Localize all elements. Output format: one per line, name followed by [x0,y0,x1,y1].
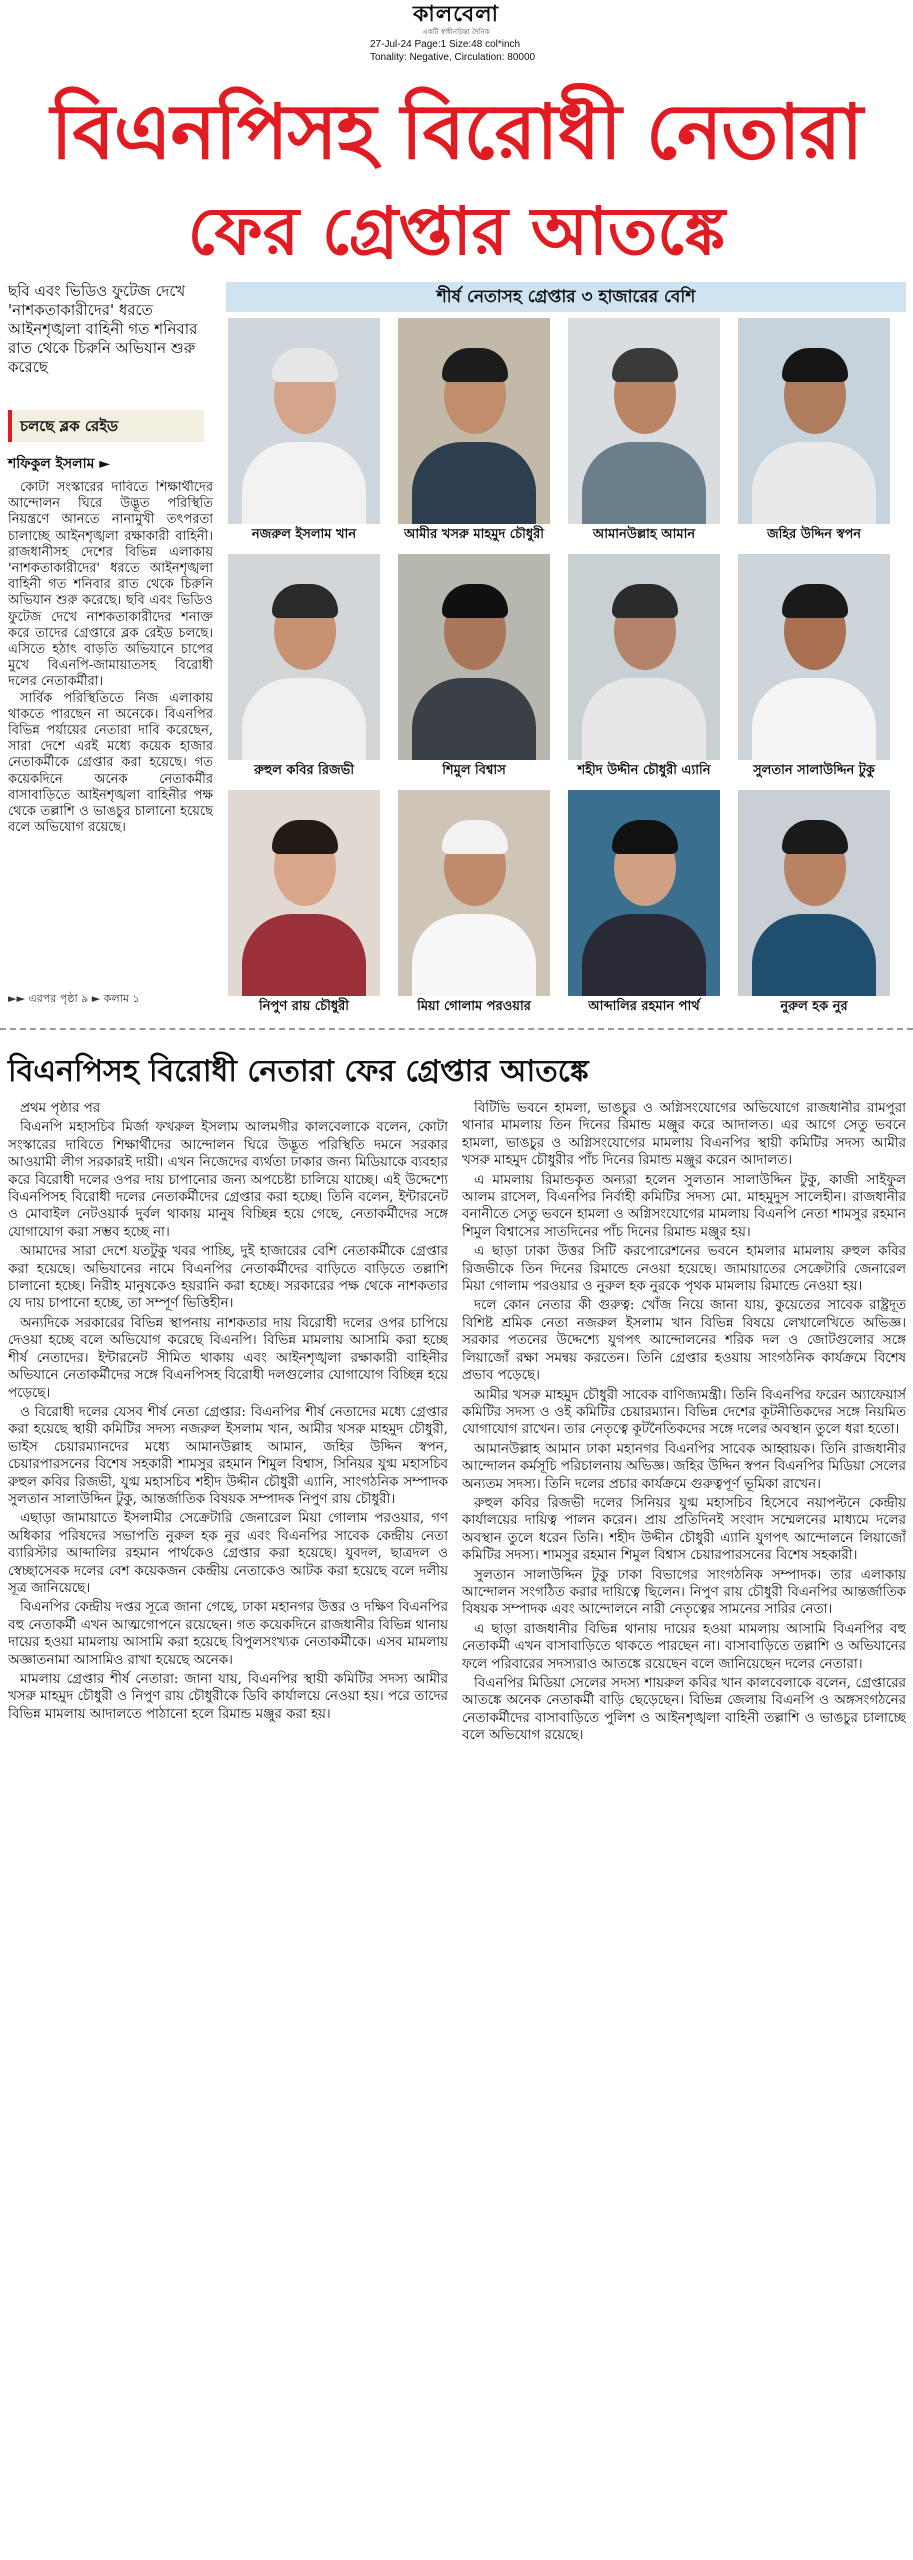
person-shoulders [412,442,536,524]
portrait-card [738,554,890,782]
person-shoulders [752,914,876,996]
intro-text: ছবি এবং ভিডিও ফুটেজ দেখে 'নাশকতাকারীদের' ধরতে আইনশৃঙ্খলা বাহিনী গত শনিবার রাত থেকে চিরুনি অভিযান শুরু করেছে [8,282,198,376]
masthead [0,0,913,76]
portrait-photo [228,318,380,524]
portrait-photo [738,554,890,760]
column-a-paragraph: অন্যদিকে সরকারের বিভিন্ন স্থাপনায় নাশকতার দায় বিরোধী দলের ওপর চাপিয়ে দেওয়া হচ্ছে বলে অভিযোগ করেছে বিএনপি। বিভিন্ন মামলায় আসামি করা হচ্ছে শীর্ষ নেতাদের। ইন্টারনেট সীমিত থাকায় এবং আইনশৃঙ্খলা রক্ষাকারী বাহিনীর অভিযানে নেতাকর্মীদের সঙ্গে বিএনপিসহ বিরোধী দলগুলোর যোগাযোগ বিচ্ছিন্ন হয়ে পড়েছে। [8,1315,448,1401]
column-b-paragraph: এ ছাড়া রাজধানীর বিভিন্ন থানায় দায়ের হওয়া মামলায় আসামি বিএনপির বহু নেতাকর্মী এখন বাসাবাড়িতে থাকতে পারছেন না। বাসাবাড়িতে তল্লাশি ও অভিযানের ফলে পরিবারের সদস্যরাও আতঙ্কে রয়েছেন বলে জানিয়েছেন দলের নেতারা। [462,1621,906,1672]
headline-line2: ফের গ্রেপ্তার আতঙ্কে [187,193,726,270]
lead-paragraph: সার্বিক পরিস্থিতিতে নিজ এলাকায় থাকতে পারছেন না অনেকে। বিএনপির বিভিন্ন পর্যায়ের নেতারা দাবি করেছেন, সারা দেশে এরই মধ্যে কয়েক হাজার নেতাকর্মীকে গ্রেপ্তার করা হয়েছে। গত কয়েকদিনে অনেক নেতাকর্মীর বাসাবাড়িতে আইনশৃঙ্খলা বাহিনীর পক্ষ থেকে তল্লাশি ও ভাঙচুর চালানো হয়েছে বলে অভিযোগ রয়েছে। [8,690,213,836]
portrait-photo [398,318,550,524]
column-a-paragraph: এছাড়া জামায়াতে ইসলামীর সেক্রেটারি জেনারেল মিয়া গোলাম পরওয়ার, গণ অধিকার পরিষদের সভাপতি নুরুল হক নুর এবং বিএনপির সাবেক কেন্দ্রীয় নেতা ব্যারিস্টার আব্দালির রহমান পার্থকেও গ্রেপ্তার করা হয়েছে। যুবদল, ছাত্রদল ও স্বেচ্ছাসেবক দলের বেশ কয়েকজন কেন্দ্রীয় নেতাকেও আটক করা হয়েছে বলে দলীয় সূত্র জানিয়েছে। [8,1511,448,1596]
newspaper-tagline: একটি স্বাধীনচিন্তা দৈনিক [422,28,490,36]
portrait-card [228,554,380,782]
column-a-paragraph: ও বিরোধী দলের যেসব শীর্ষ নেতা গ্রেপ্তার: বিএনপির শীর্ষ নেতাদের মধ্যে গ্রেপ্তার করা হয়েছে স্থায়ী কমিটির সদস্য নজরুল ইসলাম খান, আমীর খসরু মাহমুদ চৌধুরী, ভাইস চেয়ারম্যানদের মধ্যে আমানউল্লাহ আমান, জহির উদ্দিন স্বপন, চেয়ারপারসনের বিশেষ সহকারী শামসুর রহমান শিমুল বিশ্বাস, সিনিয়র যুগ্ম মহাসচিব রুহুল কবির রিজভী, যুগ্ম মহাসচিব শহীদ উদ্দীন চৌধুরী এ্যানি, সাংগঠনিক সম্পাদক সুলতান সালাউদ্দিন টুকু, আন্তর্জাতিক বিষয়ক সম্পাদক নিপুণ রায় চৌধুরী। [8,1404,448,1507]
portrait-photo [228,554,380,760]
person-shoulders [752,442,876,524]
portrait-caption: শিমুল বিশ্বাস [442,763,506,778]
kicker: চলছে ব্লক রেইড [8,410,204,442]
portrait-caption: রুহুল কবির রিজভী [253,763,355,778]
column-b-paragraph: এ ছাড়া ঢাকা উত্তর সিটি করপোরেশনের ভবনে হামলার মামলায় রুহুল কবির রিজভীকে তিন দিনের রিমান্ডে নেওয়া হয়েছে। জামায়াতের সেক্রেটারি জেনারেল মিয়া গোলাম পরওয়ার ও নুরুল হক নুরকে পৃথক মামলায় রিমান্ডে নেওয়া হয়। [462,1244,906,1295]
jump-headline: বিএনপিসহ বিরোধী নেতারা ফের গ্রেপ্তার আতঙ্কে [8,1054,589,1089]
person-shoulders [582,442,706,524]
portrait-caption: জহির উদ্দিন স্বপন [766,527,862,542]
portrait-card [228,790,380,1018]
portrait-photo [568,790,720,996]
person-shoulders [242,914,366,996]
portrait-caption: নুরুল হক নুর [780,999,848,1014]
column-b-paragraph: আমানউল্লাহ আমান ঢাকা মহানগর বিএনপির সাবেক আহ্বায়ক। তিনি রাজধানীর আন্দোলন কর্মসূচি পরিচালনায় অভিজ্ঞ। জহির উদ্দিন স্বপন বিএনপির মিডিয়া সেলের অন্যতম সদস্য। তিনি দলের প্রচার কার্যক্রমে গুরুত্বপূর্ণ ভূমিকা রাখেন। [462,1441,906,1492]
portrait-photo [228,790,380,996]
portrait-photo [738,790,890,996]
portrait-caption: আমানউল্লাহ আমান [592,527,696,542]
column-b-paragraph: দলে কোন নেতার কী গুরুত্ব: খোঁজ নিয়ে জানা যায়, কুয়েতের সাবেক রাষ্ট্রদূত বিশিষ্ট শ্রমিক নেতা নজরুল ইসলাম খান বিভিন্ন বিষয়ে লেখালেখিতে অভিজ্ঞ। সরকার পতনের উদ্দেশ্যে যুগপৎ আন্দোলনের শরিক দল ও জোটগুলোর সঙ্গে লিয়াজোঁ রক্ষা সমন্বয় করতেন। তিনি গ্রেপ্তার হওয়ায় সাংগঠনিক কার্যক্রমে বিশেষ প্রভাব পড়েছে। [462,1298,906,1384]
person-shoulders [242,678,366,760]
person-shoulders [412,914,536,996]
portrait-caption: শহীদ উদ্দীন চৌধুরী এ্যানি [577,763,711,778]
portrait-card [568,318,720,546]
person-shoulders [752,678,876,760]
column-a-paragraph: আমাদের সারা দেশে যতটুকু খবর পাচ্ছি, দুই হাজারের বেশি নেতাকর্মীকে গ্রেপ্তার করা হয়েছে। অভিযানের নামে বিএনপির নেতাকর্মীদের বাড়িতে বাড়িতে তল্লাশি চালানো হচ্ছে। নিরীহ মানুষকেও হয়রানি করা হচ্ছে। সরকারের পক্ষ থেকে নাশকতার যে দায় চাপানো হচ্ছে, তা সম্পূর্ণ ভিত্তিহীন। [8,1244,448,1312]
portrait-card [738,790,890,1018]
portrait-card [228,318,380,546]
portrait-card [738,318,890,546]
body-column-a [8,1100,448,2555]
portrait-caption: আমীর খসরু মাহমুদ চৌধুরী [404,527,544,542]
byline: শফিকুল ইসলাম ► [8,456,111,472]
headline-line1: বিএনপিসহ বিরোধী নেতারা [50,87,863,176]
portrait-photo [738,318,890,524]
portrait-card [398,318,550,546]
column-a-paragraph: বিএনপির কেন্দ্রীয় দপ্তর সূত্রে জানা গেছে, ঢাকা মহানগর উত্তর ও দক্ষিণ বিএনপির বহু নেতাকর্মী এখন আত্মগোপনে রয়েছেন। গত কয়েকদিনে রাজধানীর বিভিন্ন থানায় দায়ের হওয়া মামলায় আসামি করা হয়েছে বিপুলসংখ্যক নেতাকর্মীকে। এসব মামলায় অজ্ঞাতনামা আসামিও রাখা হয়েছে অনেক। [8,1600,448,1668]
column-a-paragraph: বিএনপি মহাসচিব মির্জা ফখরুল ইসলাম আলমগীর কালবেলাকে বলেন, কোটা সংস্কারের দাবিতে শিক্ষার্থীদের আন্দোলন ঘিরে উদ্ভূত পরিস্থিতি দমনে সরকার আওয়ামী লীগ সরকারই দায়ী। এখন নিজেদের ব্যর্থতা ঢাকার জন্য মিডিয়াকে ব্যবহার করে বিরোধী দলের ওপর দায় চাপানোর জন্য অপচেষ্টা চালিয়ে যাচ্ছে। এই উদ্দেশ্যে বিএনপিসহ বিরোধী দলের নেতাকর্মীদের গ্রেপ্তার করা হচ্ছে। তিনি বলেন, ইন্টারনেট ও মোবাইল নেটওয়ার্ক দুর্বল থাকায় মানুষ বিচ্ছিন্ন হয়ে গেছে, নেতাকর্মীদের সঙ্গে যোগাযোগ করা সম্ভব হচ্ছে না। [8,1120,448,1240]
portrait-caption: নিপুণ রায় চৌধুরী [259,999,349,1014]
portrait-caption: আব্দালির রহমান পার্থ [588,999,700,1014]
portrait-card [398,790,550,1018]
portrait-card [398,554,550,782]
portrait-caption: নজরুল ইসলাম খান [251,527,357,542]
column-b-paragraph: এ মামলায় রিমান্ডকৃত অন্যরা হলেন সুলতান সালাউদ্দিন টুকু, কাজী সাইফুল আলম রাসেল, বিএনপির নির্বাহী কমিটির সদস্য মো. মাহমুদুস সালেহীন। রাজধানীর বনানীতে সেতু ভবনে হামলা ও অগ্নিসংযোগের মামলায় বিএনপি নেতা শামসুর রহমান শিমুল বিশ্বাসের সাতদিনের পাঁচ দিনের রিমান্ড মঞ্জুর হয়। [462,1172,906,1240]
photo-banner: শীর্ষ নেতাসহ গ্রেপ্তার ৩ হাজারের বেশি [226,282,906,312]
clipping-meta-line1: 27-Jul-24 Page:1 Size:48 col*inch [370,39,521,50]
portrait-card [568,554,720,782]
portrait-photo [568,554,720,760]
column-a-paragraph: মামলায় গ্রেপ্তার শীর্ষ নেতারা: জানা যায়, বিএনপির স্থায়ী কমিটির সদস্য আমীর খসরু মাহমুদ চৌধুরী ও নিপুণ রায় চৌধুরীকে ডিবি কার্যালয়ে নেওয়া হয়। পরে তাদের বিভিন্ন মামলায় আদালতে পাঠানো হলে রিমান্ড মঞ্জুর করা হয়। [8,1672,448,1722]
column-b-paragraph: আমীর খসরু মাহমুদ চৌধুরী সাবেক বাণিজ্যমন্ত্রী। তিনি বিএনপির ফরেন অ্যাফেয়ার্স কমিটির সদস্য ও ওই কমিটির চেয়ারম্যান। বিভিন্ন দেশের কূটনীতিকদের সঙ্গে নিয়মিত যোগাযোগ রাখেন। তার নেতৃত্বে কূটনৈতিকদের সঙ্গে দলের অবস্থান তুলে ধরা হতো। [462,1387,906,1438]
clipping-meta-line2: Tonality: Negative, Circulation: 80000 [370,52,536,63]
portrait-card [568,790,720,1018]
portrait-photo [568,318,720,524]
body-column-b [462,1100,906,2555]
person-shoulders [582,914,706,996]
continued-jump: ►► এরপর পৃষ্ঠা ৯ ► কলাম ১ [8,992,140,1005]
portrait-photo [398,554,550,760]
page-divider [0,1028,913,1030]
column-b-paragraph: রুহুল কবির রিজভী দলের সিনিয়র যুগ্ম মহাসচিব হিসেবে নয়াপল্টনে কেন্দ্রীয় কার্যালয়ের দায়িত্ব পালন করেন। প্রায় প্রতিদিনই সংবাদ সম্মেলনের মাধ্যমে দলের অবস্থান তুলে ধরেন তিনি। শহীদ উদ্দীন চৌধুরী এ্যানি যুগপৎ আন্দোলনে লিয়াজোঁ কমিটির সদস্য। শামসুর রহমান শিমুল বিশ্বাস চেয়ারপারসনের বিশেষ সহকারী। [462,1495,906,1564]
column-b-paragraph: বিটিভি ভবনে হামলা, ভাঙচুর ও অগ্নিসংযোগের অভিযোগে রাজধানীর রামপুরা থানার মামলায় তিন দিনের রিমান্ড মঞ্জুর করে আদালত। এর আগে সেতু ভবনে হামলা, ভাঙচুর ও অগ্নিসংযোগের মামলায় বিএনপির স্থায়ী কমিটির সদস্য আমীর খসরু মাহমুদ চৌধুরীর পাঁচ দিনের রিমান্ড মঞ্জুর করেন আদালত। [462,1101,906,1169]
lead-story [8,480,213,975]
photo-grid [226,318,906,1014]
person-shoulders [412,678,536,760]
column-b-paragraph: বিএনপির মিডিয়া সেলের সদস্য শায়রুল কবির খান কালবেলাকে বলেন, গ্রেপ্তারের আতঙ্কে অনেক নেতাকর্মী বাড়ি ছেড়েছেন। বিভিন্ন জেলায় বিএনপি ও অঙ্গসংগঠনের নেতাকর্মীদের বাসাবাড়িতে পুলিশ ও আইনশৃঙ্খলা বাহিনী তল্লাশি ও ভাঙচুর চালাচ্ছে বলে অভিযোগ রয়েছে। [462,1676,906,1744]
lead-paragraph: কোটা সংস্কারের দাবিতে শিক্ষার্থীদের আন্দোলন ঘিরে উদ্ভূত পরিস্থিতি নিয়ন্ত্রণে আনতে নানামুখী তৎপরতা চালাচ্ছে আইনশৃঙ্খলা রক্ষাকারী বাহিনী। রাজধানীসহ দেশের বিভিন্ন এলাকায় 'নাশকতাকারীদের' ধরতে আইনশৃঙ্খলা বাহিনী গত শনিবার রাত থেকে চিরুনি অভিযান শুরু করেছে। ছবি এবং ভিডিও ফুটেজ দেখে নাশকতাকারীদের শনাক্ত করে তাদের গ্রেপ্তারে ব্লক রেইড চলছে। এসিতে হঠাৎ বাড়তি অভিযানে চাপের মুখে বিএনপি-জামায়াতসহ বিরোধী দলের নেতাকর্মীরা। [8,480,213,690]
column-b-paragraph: সুলতান সালাউদ্দিন টুকু ঢাকা বিভাগের সাংগঠনিক সম্পাদক। তার এলাকায় আন্দোলন সংগঠিত করার দায়িত্বে ছিলেন। নিপুণ রায় চৌধুরী বিএনপির আন্তর্জাতিক বিষয়ক সম্পাদক এবং আন্দোলনে নারী নেতৃত্বের সামনের সারির নেতা। [462,1567,906,1618]
newspaper-logo: কালবেলা [412,2,500,27]
person-shoulders [242,442,366,524]
clipping-meta [370,38,535,64]
portrait-caption: সুলতান সালাউদ্দিন টুকু [753,763,875,778]
portrait-caption: মিয়া গোলাম পরওয়ার [417,999,531,1014]
person-shoulders [582,678,706,760]
column-a-paragraph: প্রথম পৃষ্ঠার পর [20,1101,101,1116]
portrait-photo [398,790,550,996]
